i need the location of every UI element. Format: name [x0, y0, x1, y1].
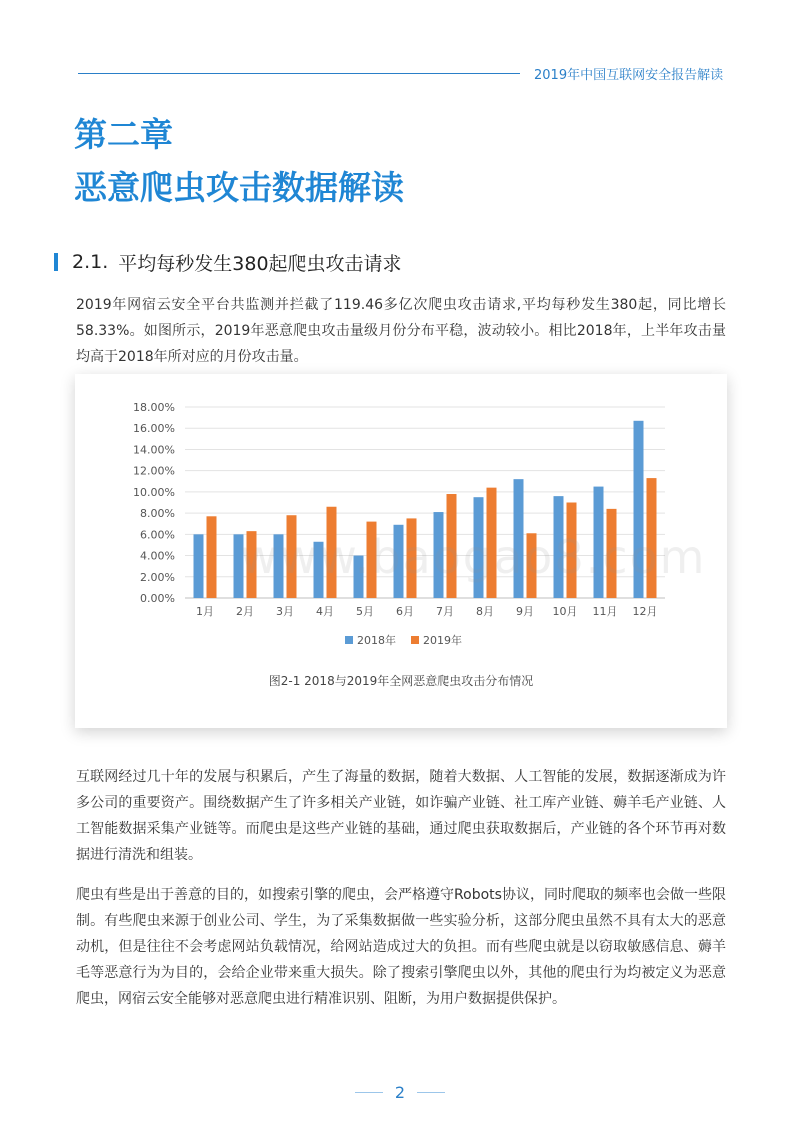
x-tick-label: 4月 — [316, 605, 334, 618]
x-tick-label: 9月 — [516, 605, 534, 618]
legend-label: 2018年 — [357, 634, 396, 647]
bar-2019 — [207, 516, 217, 598]
x-tick-label: 1月 — [196, 605, 214, 618]
y-tick-label: 16.00% — [133, 422, 175, 436]
y-tick-label: 0.00% — [140, 592, 175, 605]
section-title: 平均每秒发生380起爬虫攻击请求 — [118, 252, 402, 275]
watermark-text: www.baogao8.com — [240, 530, 707, 584]
y-tick-label: 2.00% — [140, 570, 175, 584]
x-tick-label: 11月 — [592, 605, 618, 618]
legend-label: 2019年 — [423, 634, 462, 647]
x-tick-label: 6月 — [396, 605, 414, 618]
y-tick-label: 8.00% — [140, 507, 175, 521]
footer-rule-left — [355, 1092, 383, 1093]
y-tick-label: 4.00% — [140, 549, 175, 563]
x-tick-label: 12月 — [632, 605, 658, 618]
paragraph-data-assets: 互联网经过几十年的发展与积累后，产生了海量的数据，随着大数据、人工智能的发展，数据逐渐成为许多公司的重要资产。围绕数据产生了许多相关产业链，如诈骗产业链、社工库产业链、薅羊毛产业链、人工智能数据采集产业链等。而爬虫是这些产业链的基础，通过爬虫获取数据后，产业链的各个环节再对数据进行清洗和组装。 — [76, 769, 726, 863]
y-tick-label: 10.00% — [133, 485, 175, 499]
section-number: 2.1. — [72, 251, 109, 273]
legend-swatch — [411, 636, 419, 644]
header-title: 2019年中国互联网安全报告解读 — [534, 68, 724, 83]
paragraph-intro: 2019年网宿云安全平台共监测并拦截了119.46多亿次爬虫攻击请求,平均每秒发生380起，同比增长58.33%。如图所示，2019年恶意爬虫攻击量级月份分布平稳，波动较小。相比2018年，上半年攻击量均高于2018年所对应的月份攻击量。 — [76, 297, 726, 365]
x-tick-label: 2月 — [236, 605, 254, 618]
page-footer — [0, 1083, 800, 1102]
chart-caption: 图2-1 2018与2019年全网恶意爬虫攻击分布情况 — [268, 674, 534, 688]
section-marker — [54, 253, 58, 271]
section-heading — [54, 248, 402, 276]
x-tick-label: 10月 — [552, 605, 578, 618]
footer-rule-right — [417, 1092, 445, 1093]
y-tick-label: 14.00% — [133, 443, 175, 457]
bar-2018 — [194, 534, 204, 598]
chapter-title: 恶意爬虫攻击数据解读 — [74, 168, 404, 207]
x-tick-label: 8月 — [476, 605, 494, 618]
header-rule — [78, 73, 520, 74]
x-tick-label: 5月 — [356, 605, 374, 618]
paragraph-crawler-types: 爬虫有些是出于善意的目的，如搜索引擎的爬虫，会严格遵守Robots协议，同时爬取的频率也会做一些限制。有些爬虫来源于创业公司、学生，为了采集数据做一些实验分析，这部分爬虫虽然不具有太大的恶意动机，但是往往不会考虑网站负载情况，给网站造成过大的负担。而有些爬虫就是以窃取敏感信息、薅羊毛等恶意行为为目的，会给企业带来重大损失。除了搜索引擎爬虫以外，其他的爬虫行为均被定义为恶意爬虫，网宿云安全能够对恶意爬虫进行精准识别、阻断，为用户数据提供保护。 — [76, 887, 726, 1007]
chapter-heading — [74, 108, 404, 214]
y-tick-label: 12.00% — [133, 464, 175, 478]
x-tick-label: 7月 — [436, 605, 454, 618]
y-tick-label: 6.00% — [140, 528, 175, 542]
legend-swatch — [345, 636, 353, 644]
x-tick-label: 3月 — [276, 605, 294, 618]
y-tick-label: 18.00% — [133, 401, 175, 414]
chapter-number: 第二章 — [74, 115, 173, 154]
page-number: 2 — [394, 1083, 406, 1102]
